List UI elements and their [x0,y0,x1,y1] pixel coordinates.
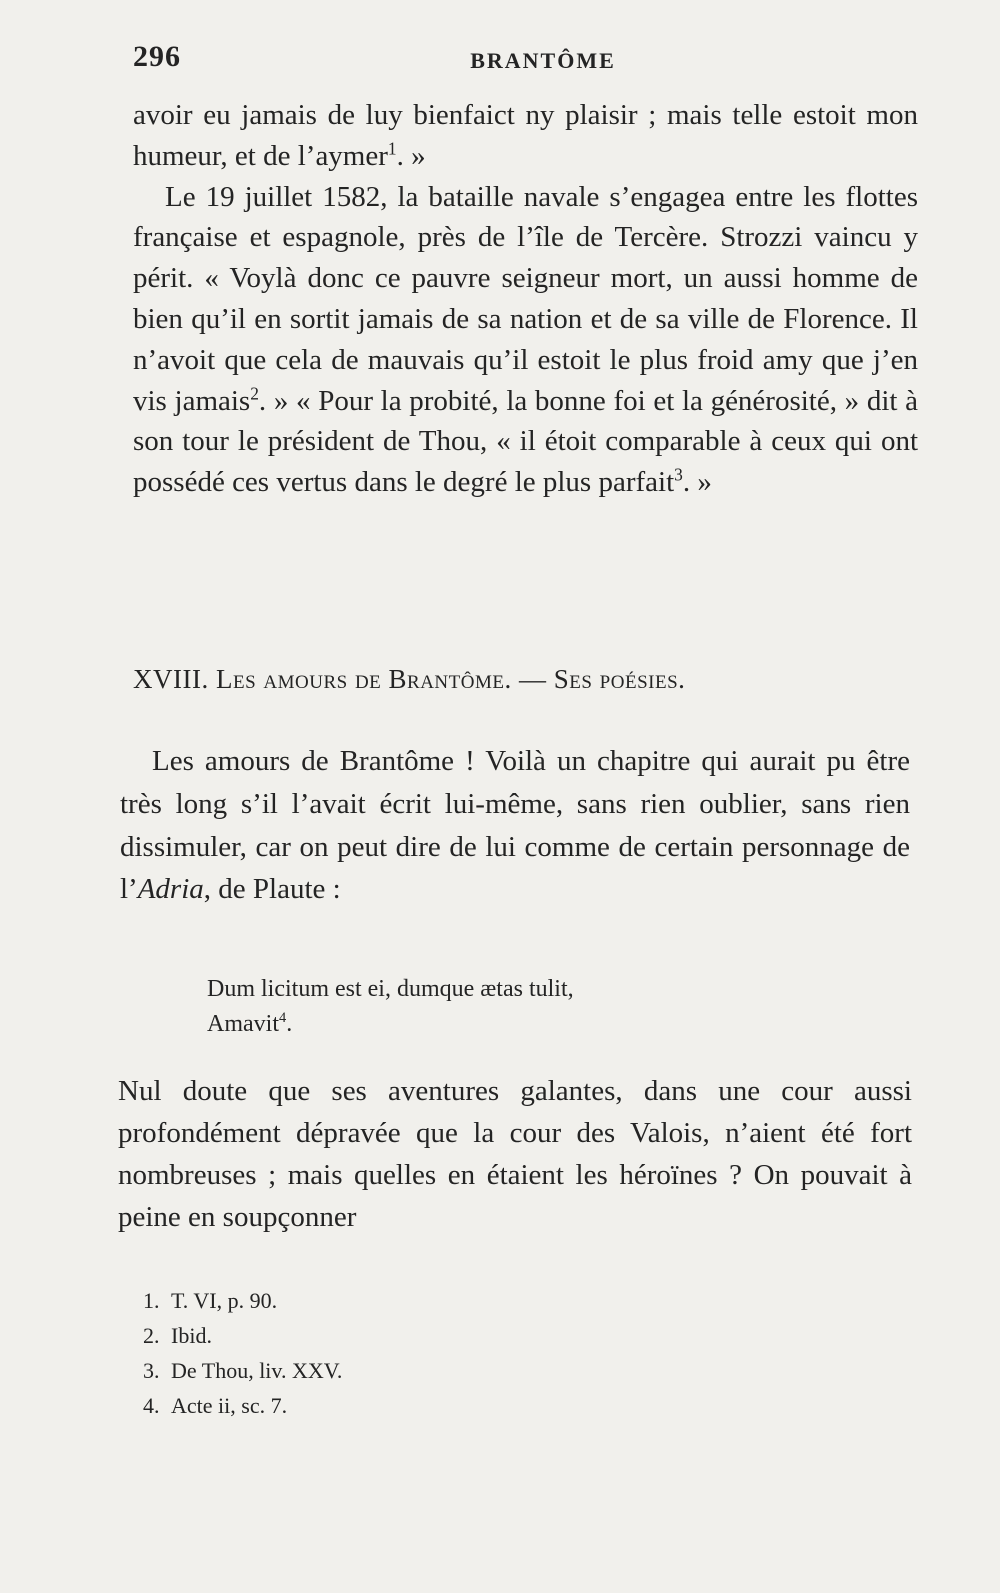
verse-text: Amavit [207,1011,279,1037]
section-title: Les amours de Brantôme. [215,664,512,694]
footnote-1 [143,1283,342,1318]
footnotes [143,1283,342,1423]
italic-title: Adria [137,873,204,906]
running-head: BRANTÔME [470,48,616,73]
paragraph-aventures: Nul doute que ses aventures galantes, dans une cour aussi profondément dépravée que la cour des Valois, n’aient été fort nombreuses ; mais quelles en étaient les héroïnes ? On pouvait à peine en soupçonner [118,1075,912,1233]
paragraph-text: , de Plaute : [203,873,341,906]
footnote-4 [143,1388,342,1423]
section-text-continued [118,1070,912,1238]
section-text [120,740,910,911]
section-subtitle: Ses poésies. [553,664,686,694]
paragraph-text: Le 19 juillet 1582, la bataille navale s’engagea entre les flottes française et espagnole, près de l’île de Tercère. Strozzi vaincu y périt. « Voylà donc ce pauvre seigneur mort, un aussi homme de bien qu’il en sortit jamais de sa nation et de sa ville de Florence. Il n’avoit que cela de mauvais qu’il estoit le plus froid amy que j’en vis jamais [133,180,918,417]
footnote-2 [143,1318,342,1353]
paragraph-text: . » [396,139,426,172]
footnote-text: Acte ii, sc. 7. [171,1393,288,1418]
footnote-ref-1: 1 [387,138,397,159]
section-dash: — [518,664,547,694]
latin-verse [207,972,574,1042]
footnote-number: 2. [143,1323,160,1348]
page-header [133,40,913,80]
paragraph-text: . » [682,466,712,499]
footnote-ref-2: 2 [250,382,259,403]
footnote-number: 1. [143,1288,160,1313]
paragraph-text: . » « Pour la probité, la bonne foi et la générosité, » dit à son tour le président de Thou, « il étoit comparable à ceux qui ont possédé ces vertus dans le degré le plus parfait [133,384,918,499]
section-heading [133,664,918,695]
main-text [133,95,918,503]
paragraph-text: Les amours de Brantôme ! Voilà un chapitre qui aurait pu être très long s’il l’avait écrit lui-même, sans rien oublier, sans rien dissimuler, car on peut dire de lui comme de certain personnage de l’ [120,745,910,906]
footnote-number: 4. [143,1393,160,1418]
page-number: 296 [133,40,181,73]
verse-line-2 [207,1007,574,1042]
footnote-text: De Thou, liv. XXV. [171,1358,343,1383]
section-number: XVIII. [133,664,209,694]
paragraph-text: avoir eu jamais de luy bienfaict ny plaisir ; mais telle estoit mon humeur, et de l’aymer [133,99,918,172]
paragraph-strozzi [133,177,918,503]
footnote-ref-4: 4 [279,1010,287,1026]
footnote-number: 3. [143,1358,160,1383]
footnote-3 [143,1353,342,1388]
paragraph-continuation [133,95,918,177]
footnote-text: Ibid. [171,1323,212,1348]
verse-text: . [286,1011,293,1037]
footnote-text: T. VI, p. 90. [171,1288,278,1313]
paragraph-amours [120,740,910,911]
footnote-ref-3: 3 [674,464,683,485]
verse-line-1: Dum licitum est ei, dumque ætas tulit, [207,976,574,1002]
